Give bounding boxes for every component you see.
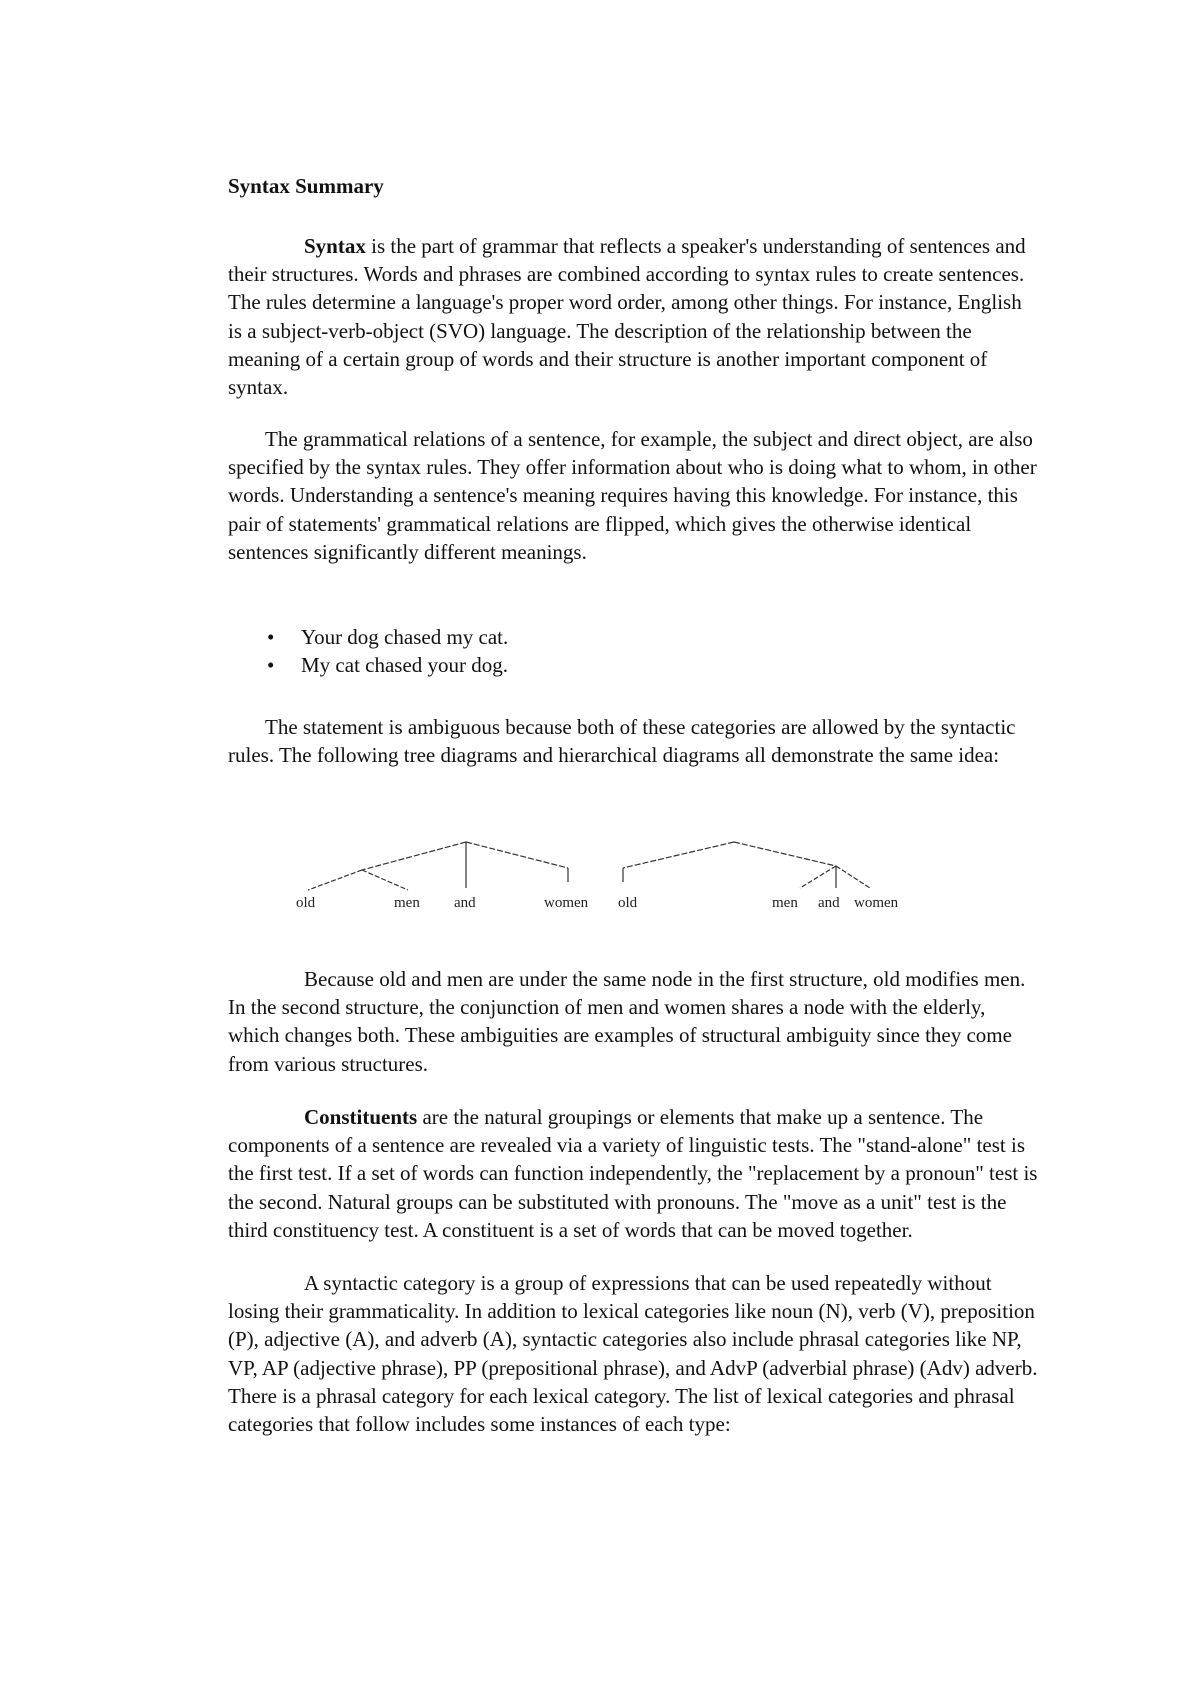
paragraph-structural-ambiguity: Because old and men are under the same node in the first structure, old modifies men. In the second structure, the conjunction of men and women shares a node with the elderly, which changes both. These ambiguities are examples of structural ambiguity since they come from various structures. <box>228 967 1026 1076</box>
paragraph-syntax-definition <box>228 232 1038 401</box>
tree-branch <box>836 866 870 888</box>
paragraph-syntactic-category: A syntactic category is a group of expressions that can be used repeatedly without losing their grammaticality. In addition to lexical categories like noun (N), verb (V), preposition (P), adjective (A), and adverb (A), syntactic categories also include phrasal categories like NP, VP, AP (adjective phrase), PP (prepositional phrase), and AdvP (adverbial phrase) (Adv) adverb. There is a phrasal category for each lexical category. The list of lexical categories and phrasal categories that follow includes some instances of each type: <box>228 1271 1038 1437</box>
paragraph-constituents <box>228 1103 1038 1244</box>
paragraph-text: is the part of grammar that reflects a speaker's understanding of sentences and their structures. Words and phrases are combined according to syntax rules to create sentences. The rules determine a language's proper word order, among other things. For instance, English is a subject-verb-object (SVO) language. The description of the relationship between the meaning of a certain group of words and their structure is another important component of syntax. <box>228 234 1026 400</box>
tree-leaf-and: and <box>454 895 476 910</box>
tree-branch <box>362 842 466 870</box>
tree-diagrams <box>290 830 930 910</box>
tree-leaf-women: women <box>854 895 899 910</box>
tree-leaf-men: men <box>394 895 420 910</box>
bullet-icon: • <box>267 625 275 649</box>
tree-branch <box>623 842 734 868</box>
paragraph-text: are the natural groupings or elements that make up a sentence. The components of a sentence are revealed via a variety of linguistic tests. The "stand-alone" test is the first test. If a set of words can function independently, the "replacement by a pronoun" test is the second. Natural groups can be substituted with pronouns. The "move as a unit" test is the third constituency test. A constituent is a set of words that can be moved together. <box>228 1105 1038 1242</box>
tree-branch <box>734 842 836 866</box>
tree-leaf-and: and <box>818 895 840 910</box>
tree-branch <box>362 870 408 890</box>
tree-leaf-old: old <box>618 895 638 910</box>
tree-branch <box>308 870 362 890</box>
list-item-text: Your dog chased my cat. <box>301 625 509 649</box>
page-title: Syntax Summary <box>228 174 384 198</box>
tree-branch <box>466 842 568 868</box>
bullet-icon: • <box>267 653 275 678</box>
example-sentence-list <box>228 623 508 679</box>
term-syntax: Syntax <box>304 234 366 258</box>
tree-diagram-left <box>296 842 589 910</box>
tree-leaf-women: women <box>544 895 589 910</box>
tree-leaf-men: men <box>772 895 798 910</box>
term-constituents: Constituents <box>304 1105 418 1129</box>
tree-diagram-right <box>618 842 899 910</box>
list-item <box>228 651 508 679</box>
list-item <box>228 623 508 651</box>
list-item-text: My cat chased your dog. <box>301 653 509 678</box>
paragraph-grammatical-relations: The grammatical relations of a sentence, for example, the subject and direct object, are also specified by the syntax rules. They offer information about who is doing what to whom, in other words. Understanding a sentence's meaning requires having this knowledge. For instance, this pair of statements' grammatical relations are flipped, which gives the otherwise identical sentences significantly different meanings. <box>228 427 1037 564</box>
tree-branch <box>800 866 836 888</box>
paragraph-ambiguity: The statement is ambiguous because both of these categories are allowed by the syntactic rules. The following tree diagrams and hierarchical diagrams all demonstrate the same idea: <box>228 715 1016 768</box>
tree-leaf-old: old <box>296 895 316 910</box>
